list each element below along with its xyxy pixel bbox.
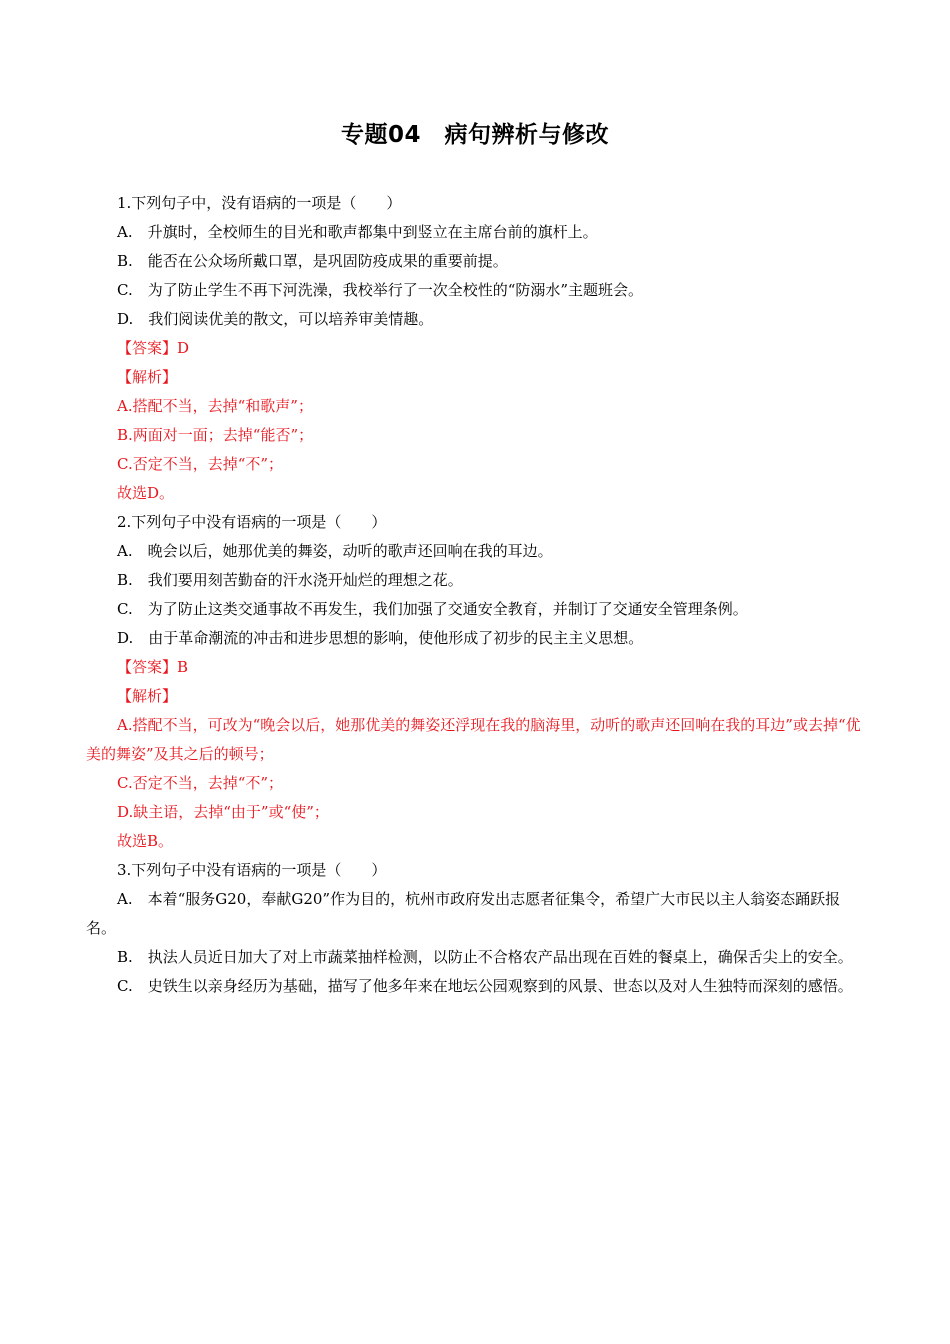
- option-c: C. 为了防止这类交通事故不再发生，我们加强了交通安全教育，并制订了交通安全管理条例。: [117, 600, 748, 618]
- analysis-item: C.否定不当，去掉“不”；: [117, 774, 284, 792]
- page-title: 专题04 病句辨析与修改: [340, 122, 609, 148]
- answer-value: B: [177, 658, 189, 676]
- question-1: [86, 189, 862, 508]
- answer-value: D: [177, 339, 190, 357]
- answer-line: [86, 334, 862, 363]
- option-a: A. 晚会以后，她那优美的舞姿，动听的歌声还回响在我的耳边。: [117, 542, 553, 560]
- option-b: B. 执法人员近日加大了对上市蔬菜抽样检测，以防止不合格农产品出现在百姓的餐桌上，确保舌尖上的安全。: [117, 948, 853, 966]
- analysis-label: 【解析】: [117, 368, 178, 386]
- analysis-label: 【解析】: [117, 687, 178, 705]
- analysis-item: C.否定不当，去掉“不”；: [117, 455, 284, 473]
- analysis-item: A.搭配不当，去掉“和歌声”；: [117, 397, 313, 415]
- question-stem: 2.下列句子中没有语病的一项是（ ）: [117, 513, 387, 531]
- question-2: [86, 508, 862, 856]
- option-d: D. 我们阅读优美的散文，可以培养审美情趣。: [117, 310, 434, 328]
- analysis-item: D.缺主语，去掉“由于”或“使”；: [117, 803, 329, 821]
- option-b: B. 能否在公众场所戴口罩，是巩固防疫成果的重要前提。: [117, 252, 508, 270]
- option-a: A. 本着“服务G20，奉献G20”作为目的，杭州市政府发出志愿者征集令，希望广大市民以主人翁姿态踊跃报名。: [86, 890, 841, 937]
- option-b: B. 我们要用刻苦勤奋的汗水浇开灿烂的理想之花。: [117, 571, 463, 589]
- option-c: C. 为了防止学生不再下河洗澡，我校举行了一次全校性的“防溺水”主题班会。: [117, 281, 644, 299]
- question-stem: 1.下列句子中，没有语病的一项是（ ）: [117, 194, 402, 212]
- question-stem: 3.下列句子中没有语病的一项是（ ）: [117, 861, 387, 879]
- question-3: [86, 856, 862, 1001]
- option-d: D. 由于革命潮流的冲击和进步思想的影响，使他形成了初步的民主主义思想。: [117, 629, 644, 647]
- document-body: [86, 189, 862, 1001]
- answer-label: 【答案】: [117, 339, 178, 357]
- analysis-item: B.两面对一面；去掉“能否”；: [117, 426, 314, 444]
- option-a: A. 升旗时，全校师生的目光和歌声都集中到竖立在主席台前的旗杆上。: [117, 223, 598, 241]
- analysis-item: A.搭配不当，可改为“晚会以后，她那优美的舞姿还浮现在我的脑海里，动听的歌声还回响在我的耳边”或去掉“优美的舞姿”及其之后的顿号；: [86, 716, 861, 763]
- answer-label: 【答案】: [117, 658, 178, 676]
- conclusion: 故选D。: [117, 484, 175, 502]
- conclusion: 故选B。: [117, 832, 174, 850]
- option-c: C. 史铁生以亲身经历为基础，描写了他多年来在地坛公园观察到的风景、世态以及对人生独特而深刻的感悟。: [117, 977, 853, 995]
- answer-line: [86, 653, 862, 682]
